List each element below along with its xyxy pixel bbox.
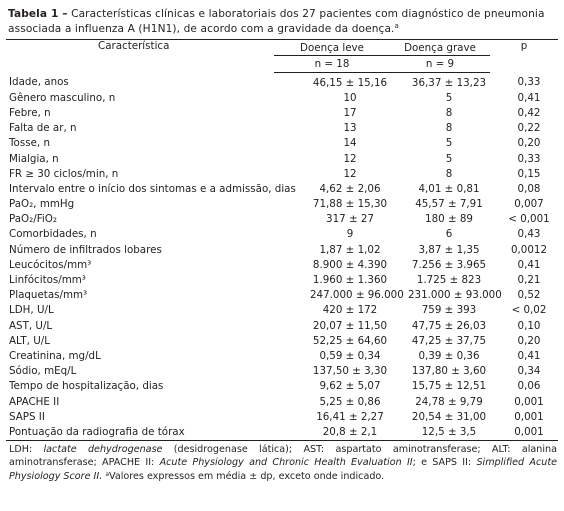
table-body xyxy=(6,73,558,441)
table-row xyxy=(6,272,558,287)
row-severe-value: 20,54 ± 31,00 xyxy=(411,410,487,423)
row-p-value: 0,33 xyxy=(517,76,541,89)
table-row xyxy=(6,364,558,379)
header-severe-n: n = 9 xyxy=(390,56,490,73)
row-feature: ALT, U/L xyxy=(9,334,50,347)
caption-footnote-mark: a xyxy=(394,22,399,30)
row-severe-value: 3,87 ± 1,35 xyxy=(418,243,480,256)
row-feature: SAPS II xyxy=(9,410,45,423)
row-severe-value: 759 ± 393 xyxy=(421,304,477,317)
data-table xyxy=(6,39,558,441)
row-p-value: 0,52 xyxy=(517,289,541,302)
row-mild-value: 12 xyxy=(343,167,357,180)
row-severe-value: 180 ± 89 xyxy=(425,213,473,226)
row-mild-value: 20,8 ± 2,1 xyxy=(274,424,390,440)
row-feature: Sódio, mEq/L xyxy=(9,365,77,378)
row-mild-value: 52,25 ± 64,60 xyxy=(312,334,388,347)
row-mild-value: 16,41 ± 2,27 xyxy=(316,410,384,423)
table-row xyxy=(6,409,558,424)
row-severe-value: 5 xyxy=(445,91,453,104)
row-p-value: 0,007 xyxy=(514,198,544,211)
row-severe-value: 8 xyxy=(445,167,453,180)
table-row xyxy=(6,166,558,181)
table-row xyxy=(6,318,558,333)
row-severe-value: 6 xyxy=(445,228,453,241)
footnote-ldh-abbr: LDH: xyxy=(9,443,33,455)
row-severe-value: 8 xyxy=(445,106,453,119)
table-row xyxy=(6,257,558,272)
row-severe-value: 15,75 ± 12,51 xyxy=(411,380,487,393)
table-row xyxy=(6,121,558,136)
row-mild-value: 9 xyxy=(346,228,354,241)
row-p-value: 0,06 xyxy=(517,380,541,393)
table-row xyxy=(6,73,558,91)
row-mild-value: 317 ± 27 xyxy=(326,213,374,226)
footnote-tail: Valores expressos em média ± dp, exceto onde indicado. xyxy=(109,470,385,482)
table-row xyxy=(6,303,558,318)
row-feature: Plaquetas/mm³ xyxy=(9,289,88,302)
table-figure xyxy=(6,0,558,483)
table-row xyxy=(6,379,558,394)
row-p-value: 0,21 xyxy=(517,274,541,287)
row-feature: Gênero masculino, n xyxy=(9,91,116,104)
caption-label: Tabela 1 – xyxy=(8,8,68,20)
table-row xyxy=(6,227,558,242)
row-p-value: 0,41 xyxy=(517,91,541,104)
row-severe-value: 47,25 ± 37,75 xyxy=(411,334,487,347)
row-p-value: 0,41 xyxy=(517,349,541,362)
row-mild-value: 71,88 ± 15,30 xyxy=(312,198,388,211)
row-severe-value: 1.725 ± 823 xyxy=(416,274,482,287)
header-mild: Doença leve xyxy=(274,40,390,56)
row-p-value: 0,42 xyxy=(517,106,541,119)
row-severe-value: 5 xyxy=(445,152,453,165)
header-p: p xyxy=(490,40,558,73)
row-feature: PaO₂, mmHg xyxy=(9,198,75,211)
table-caption xyxy=(8,7,558,37)
footnote-apache-term: Acute Physiology and Chronic Health Evaluation II xyxy=(159,457,413,468)
row-severe-value: 231.000 ± 93.000 xyxy=(408,289,502,302)
row-p-value: 0,10 xyxy=(517,319,541,332)
row-feature: Comorbidades, n xyxy=(9,228,97,241)
row-feature: Idade, anos xyxy=(9,76,69,89)
row-severe-value: 4,01 ± 0,81 xyxy=(418,182,480,195)
row-p-value: < 0,001 xyxy=(508,213,550,226)
row-severe-value: 24,78 ± 9,79 xyxy=(415,395,483,408)
row-feature: Leucócitos/mm³ xyxy=(9,258,92,271)
table-row xyxy=(6,212,558,227)
table-header xyxy=(6,40,558,73)
footnote-abbreviations: (desidrogenase lática); AST: aspartato aminotransferase; ALT: alanina aminotransferase; APACHE II: xyxy=(9,443,557,468)
row-feature: LDH, U/L xyxy=(9,304,54,317)
table-row xyxy=(6,242,558,257)
row-p-value: 0,43 xyxy=(517,228,541,241)
row-feature: Intervalo entre o início dos sintomas e a admissão, dias xyxy=(9,182,296,195)
row-severe-value: 47,75 ± 26,03 xyxy=(411,319,487,332)
row-feature: Tempo de hospitalização, dias xyxy=(9,380,164,393)
row-mild-value: 20,07 ± 11,50 xyxy=(312,319,388,332)
footnote-ldh-term: lactate dehydrogenase xyxy=(43,443,163,455)
row-feature: PaO₂/FiO₂ xyxy=(9,213,58,226)
row-severe-value: 12,5 ± 3,5 xyxy=(390,424,490,440)
caption-text: Características clínicas e laboratoriais dos 27 pacientes com diagnóstico de pneumonia associada a influenza A (H1N1), de acordo com a gravidade da doença. xyxy=(8,8,545,35)
row-feature: AST, U/L xyxy=(9,319,53,332)
row-p-value: 0,0012 xyxy=(510,243,548,256)
footnote-saps-pre: ; e SAPS II: xyxy=(412,457,477,468)
table-row xyxy=(6,348,558,363)
row-p-value: 0,41 xyxy=(517,258,541,271)
row-feature: APACHE II xyxy=(9,395,60,408)
row-p-value: 0,001 xyxy=(490,424,558,440)
row-mild-value: 13 xyxy=(343,122,357,135)
table-row xyxy=(6,333,558,348)
table-row xyxy=(6,90,558,105)
row-mild-value: 1,87 ± 1,02 xyxy=(319,243,381,256)
row-p-value: 0,08 xyxy=(517,182,541,195)
header-severe: Doença grave xyxy=(390,40,490,56)
row-p-value: < 0,02 xyxy=(511,304,547,317)
table-row xyxy=(6,105,558,120)
row-mild-value: 0,59 ± 0,34 xyxy=(319,349,381,362)
row-feature: Pontuação da radiografia de tórax xyxy=(6,424,274,440)
row-mild-value: 247.000 ± 96.000 xyxy=(310,289,404,302)
row-mild-value: 46,15 ± 15,16 xyxy=(312,76,388,89)
row-p-value: 0,34 xyxy=(517,365,541,378)
row-mild-value: 14 xyxy=(343,137,357,150)
row-feature: Falta de ar, n xyxy=(9,122,77,135)
row-p-value: 0,22 xyxy=(517,122,541,135)
row-mild-value: 420 ± 172 xyxy=(322,304,378,317)
row-p-value: 0,001 xyxy=(514,410,544,423)
table-row xyxy=(6,394,558,409)
table-row xyxy=(6,181,558,196)
footnote-mark: a xyxy=(105,470,110,478)
row-severe-value: 45,57 ± 7,91 xyxy=(415,198,483,211)
header-feature: Característica xyxy=(6,40,274,73)
row-mild-value: 12 xyxy=(343,152,357,165)
table-row xyxy=(6,424,558,440)
row-p-value: 0,15 xyxy=(517,167,541,180)
footnote-saps-term: Simplified Acute Physiology Score II. xyxy=(9,457,558,482)
row-mild-value: 5,25 ± 0,86 xyxy=(319,395,381,408)
row-mild-value: 8.900 ± 4.390 xyxy=(312,258,388,271)
table-row xyxy=(6,288,558,303)
row-mild-value: 9,62 ± 5,07 xyxy=(319,380,381,393)
table-row xyxy=(6,151,558,166)
table-row xyxy=(6,197,558,212)
row-p-value: 0,001 xyxy=(514,395,544,408)
row-feature: Linfócitos/mm³ xyxy=(9,274,86,287)
row-mild-value: 4,62 ± 2,06 xyxy=(319,182,381,195)
table-footnote xyxy=(9,443,557,484)
row-mild-value: 137,50 ± 3,30 xyxy=(312,365,388,378)
row-mild-value: 1.960 ± 1.360 xyxy=(312,274,388,287)
row-feature: Mialgia, n xyxy=(9,152,59,165)
row-feature: Tosse, n xyxy=(9,137,50,150)
row-p-value: 0,20 xyxy=(517,137,541,150)
row-feature: Febre, n xyxy=(9,106,51,119)
row-severe-value: 36,37 ± 13,23 xyxy=(411,76,487,89)
row-feature: Creatinina, mg/dL xyxy=(9,349,101,362)
row-severe-value: 5 xyxy=(445,137,453,150)
header-mild-n: n = 18 xyxy=(274,56,390,73)
row-severe-value: 137,80 ± 3,60 xyxy=(411,365,487,378)
row-severe-value: 0,39 ± 0,36 xyxy=(418,349,480,362)
row-severe-value: 8 xyxy=(445,122,453,135)
table-row xyxy=(6,136,558,151)
row-p-value: 0,33 xyxy=(517,152,541,165)
row-feature: FR ≥ 30 ciclos/min, n xyxy=(9,167,119,180)
row-p-value: 0,20 xyxy=(517,334,541,347)
row-severe-value: 7.256 ± 3.965 xyxy=(411,258,487,271)
row-feature: Número de infiltrados lobares xyxy=(9,243,162,256)
row-mild-value: 10 xyxy=(343,91,357,104)
row-mild-value: 17 xyxy=(343,106,357,119)
